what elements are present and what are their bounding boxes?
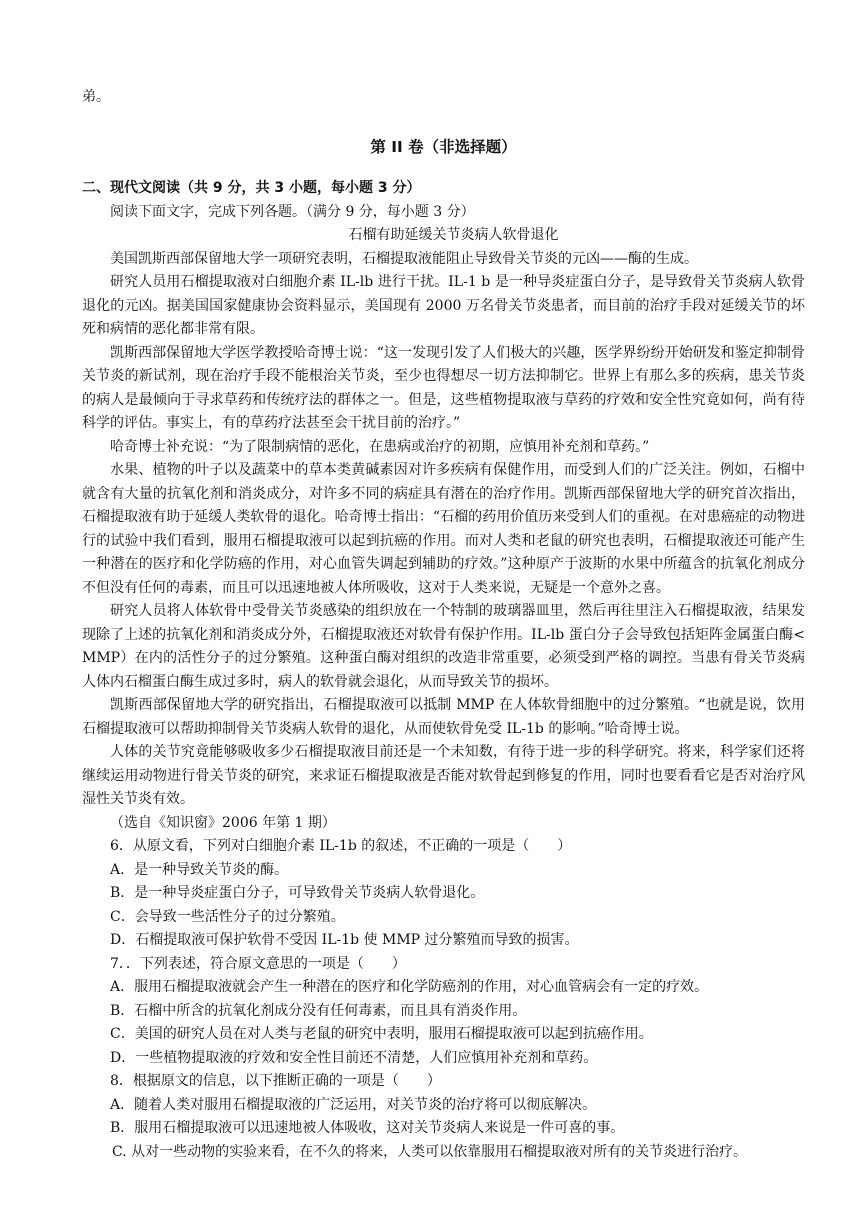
- question-7-option-d: D．一些植物提取液的疗效和安全性目前还不清楚，人们应慎用补充剂和草药。: [110, 1049, 598, 1066]
- question-6-option-b: B．是一种导炎症蛋白分子，可导致骨关节炎病人软骨退化。: [110, 885, 485, 901]
- article-paragraph: 哈奇博士补充说：“为了限制病情的恶化，在患病或治疗的初期，应慎用补充剂和草药。”: [110, 438, 650, 455]
- previous-page-tail: 弟。: [82, 89, 110, 105]
- question-7-option-b: B．石榴中所含的抗氧化剂成分没有任何毒素，而且具有消炎作用。: [110, 1002, 527, 1019]
- question-7-option-a: A．服用石榴提取液就会产生一种潜在的医疗和化学防癌剂的作用，对心血管病会有一定的疗效。: [110, 979, 709, 995]
- question-7-option-c: C．美国的研究人员在对人类与老鼠的研究中表明，服用石榴提取液可以起到抗癌作用。: [110, 1026, 653, 1042]
- question-6-stem: 6．从原文看，下列对白细胞介素 IL-1b 的叙述，不正确的一项是（ ）: [110, 838, 572, 854]
- article-paragraph: 研究人员用石榴提取液对白细胞介素 IL-lb 进行干扰。IL-1 b 是一种导炎症蛋白分子，是导致骨关节炎病人软骨退化的元凶。据美国国家健康协会资料显示，美国现有 2000 万名骨关节炎患者，而目前的治疗手段对延缓关节的坏死和病情的恶化都非常有限。: [82, 274, 805, 337]
- question-8-option-c: C. 从对一些动物的实验来看，在不久的将来，人类可以依靠服用石榴提取液对所有的关节炎进行治疗。: [112, 1143, 748, 1160]
- question-8-option-a: A．随着人类对服用石榴提取液的广泛运用，对关节炎的治疗将可以彻底解决。: [110, 1096, 597, 1113]
- article-paragraph: 美国凯斯西部保留地大学一项研究表明，石榴提取液能阻止导致骨关节炎的元凶——酶的生成。: [110, 250, 698, 267]
- instruction: 阅读下面文字，完成下列各题。（满分 9 分，每小题 3 分）: [110, 203, 475, 220]
- question-7-stem: 7．．下列表述，符合原文意思的一项是（ ）: [110, 955, 406, 972]
- article-paragraph: 水果、植物的叶子以及蔬菜中的草本类黄碱素因对许多疾病有保健作用，而受到人们的广泛关注。例如，石榴中就含有大量的抗氧化剂和消炎成分，对许多不同的病症具有潜在的治疗作用。凯斯西部保留地大学的研究首次指出，石榴提取液有助于延缓人类软骨的退化。哈奇博士指出：“石榴的药用价值历来受到人们的重视。在对患癌症的动物进行的试验中我们看到，服用石榴提取液可以起到抗癌的作用。而对人类和老鼠的研究也表明，石榴提取液还可能产生一种潜在的医疗和化学防癌的作用，对心血管失调起到辅助的疗效。”这种原产于波斯的水果中所蕴含的抗氧化剂成分不但没有任何的毒素，而且可以迅速地被人体所吸收，这对于人类来说，无疑是一个意外之喜。: [82, 462, 805, 596]
- question-6-option-a: A．是一种导致关节炎的酶。: [110, 861, 289, 878]
- question-6-option-d: D．石榴提取液可保护软骨不受因 IL-1b 使 MMP 过分繁殖而导致的损害。: [110, 932, 579, 948]
- section-title: 第 II 卷（非选择题）: [370, 137, 517, 156]
- article-source: （选自《知识窗》2006 年第 1 期）: [110, 814, 336, 831]
- article-paragraph: 凯斯西部保留地大学的研究指出，石榴提取液可以抵制 MMP 在人体软骨细胞中的过分繁殖。“也就是说，饮用石榴提取液可以帮助抑制骨关节炎病人软骨的退化，从而使软骨免受 IL-1b 的影响。”哈奇博士说。: [82, 697, 805, 737]
- question-6-option-c: C．会导致一些活性分子的过分繁殖。: [110, 908, 345, 925]
- question-8-stem: 8．根据原文的信息，以下推断正确的一项是（ ）: [110, 1073, 441, 1089]
- article-title: 石榴有助延缓关节炎病人软骨退化: [348, 227, 559, 243]
- article-paragraph: 研究人员将人体软骨中受骨关节炎感染的组织放在一个特制的玻璃器皿里，然后再往里注入石榴提取液，结果发现除了上述的抗氧化剂和消炎成分外，石榴提取液还对软骨有保护作用。IL-lb 蛋白分子会导致包括矩阵金属蛋白酶< MMP）在内的活性分子的过分繁殖。这种蛋白酶对组织的改造非常重要，必须受到严格的调控。当患有骨关节炎病人体内石榴蛋白酶生成过多时，病人的软骨就会退化，从而导致关节的损坏。: [82, 603, 805, 690]
- article-paragraph: 人体的关节究竟能够吸收多少石榴提取液目前还是一个未知数，有待于进一步的科学研究。将来，科学家们还将继续运用动物进行骨关节炎的研究，来求证石榴提取液是否能对软骨起到修复的作用，同时也要看看它是否对治疗风湿性关节炎有效。: [82, 744, 805, 807]
- question-8-option-b: B．服用石榴提取液可以迅速地被人体吸收，这对关节炎病人来说是一件可喜的事。: [110, 1120, 625, 1136]
- part-heading: 二、现代文阅读（共 9 分，共 3 小题，每小题 3 分）: [82, 180, 421, 196]
- article-paragraph: 凯斯西部保留地大学医学教授哈奇博士说：“这一发现引发了人们极大的兴趣，医学界纷纷开始研发和鉴定抑制骨关节炎的新试剂，现在治疗手段不能根治关节炎，至少也得想尽一切方法抑制它。世界上有那么多的疾病，患关节炎的病人是最倾向于寻求草药和传统疗法的群体之一。但是，这些植物提取液与草药的疗效和安全性究竟如何，尚有待科学的评估。事实上，有的草药疗法甚至会干扰目前的治疗。”: [82, 344, 805, 431]
